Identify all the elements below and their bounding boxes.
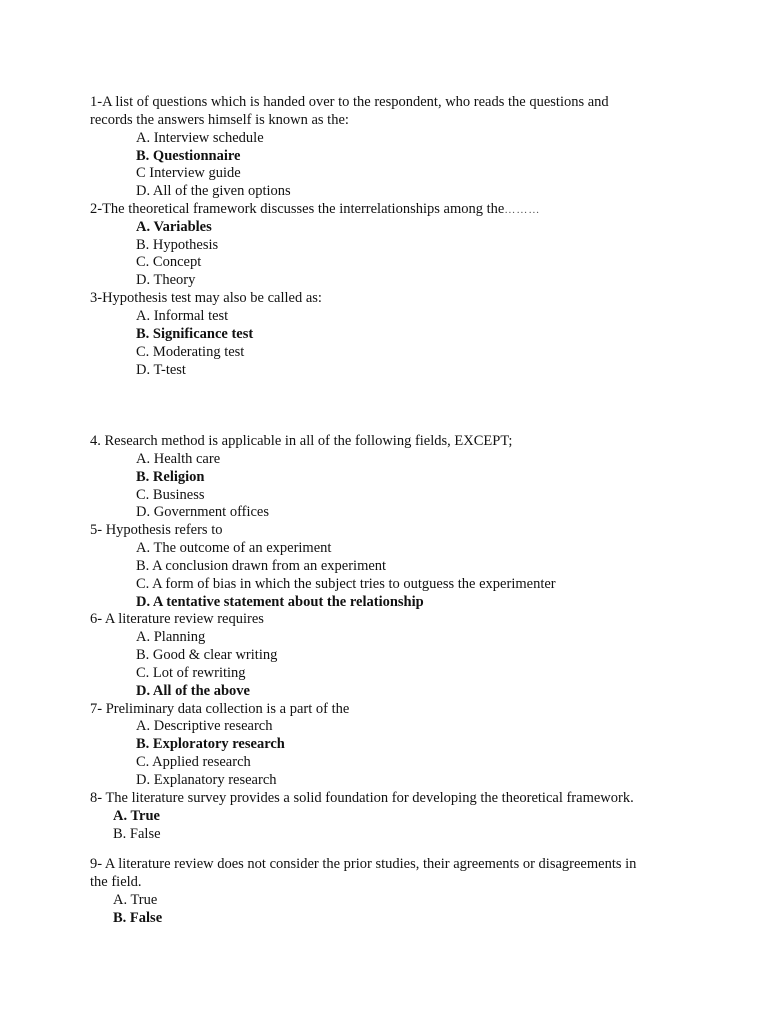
q2-option-a-answer: A. Variables xyxy=(136,219,212,235)
q8-option-b: B. False xyxy=(113,826,161,842)
q7-option-c: C. Applied research xyxy=(136,754,251,770)
q5-option-c: C. A form of bias in which the subject tries to outguess the experimenter xyxy=(136,576,556,592)
question-8-text: 8- The literature survey provides a solid foundation for developing the theoretical framework. xyxy=(90,790,634,806)
question-2-stem: 2-The theoretical framework discusses the interrelationships among the xyxy=(90,201,505,217)
q6-option-b: B. Good & clear writing xyxy=(136,647,278,663)
question-9-text-line-1: 9- A literature review does not consider the prior studies, their agreements or disagreements in xyxy=(90,856,637,872)
q1-option-d: D. All of the given options xyxy=(136,183,291,199)
q7-option-d: D. Explanatory research xyxy=(136,772,277,788)
q4-option-d: D. Government offices xyxy=(136,504,270,520)
q4-option-b-answer: B. Religion xyxy=(136,469,205,485)
question-4-text: 4. Research method is applicable in all of the following fields, EXCEPT; xyxy=(90,433,513,449)
q7-option-b-answer: B. Exploratory research xyxy=(136,736,285,752)
question-9-text-line-2: the field. xyxy=(90,874,142,890)
question-1-text-line-1: 1-A list of questions which is handed over to the respondent, who reads the questions and xyxy=(90,94,609,110)
q2-option-b: B. Hypothesis xyxy=(136,237,219,253)
q1-option-c: C Interview guide xyxy=(136,165,241,181)
q5-option-a: A. The outcome of an experiment xyxy=(136,540,332,556)
q1-option-a: A. Interview schedule xyxy=(136,130,264,146)
question-6-text: 6- A literature review requires xyxy=(90,611,264,627)
q3-option-a: A. Informal test xyxy=(136,308,229,324)
q3-option-d: D. T-test xyxy=(136,362,186,378)
q6-option-c: C. Lot of rewriting xyxy=(136,665,246,681)
q9-option-a: A. True xyxy=(113,892,158,908)
q7-option-a: A. Descriptive research xyxy=(136,718,273,734)
question-1-text-line-2: records the answers himself is known as the: xyxy=(90,112,349,128)
question-2-blank-dots: ……… xyxy=(504,204,541,216)
q2-option-c: C. Concept xyxy=(136,254,202,270)
q6-option-a: A. Planning xyxy=(136,629,206,645)
q5-option-d-answer: D. A tentative statement about the relationship xyxy=(136,594,424,610)
q9-option-b-answer: B. False xyxy=(113,910,163,926)
q8-option-a-answer: A. True xyxy=(113,808,160,824)
q1-option-b-answer: B. Questionnaire xyxy=(136,148,241,164)
question-3-text: 3-Hypothesis test may also be called as: xyxy=(90,290,322,306)
q4-option-c: C. Business xyxy=(136,487,205,503)
question-7-text: 7- Preliminary data collection is a part of the xyxy=(90,701,350,717)
q3-option-b-answer: B. Significance test xyxy=(136,326,254,342)
q5-option-b: B. A conclusion drawn from an experiment xyxy=(136,558,387,574)
q4-option-a: A. Health care xyxy=(136,451,221,467)
q3-option-c: C. Moderating test xyxy=(136,344,245,360)
question-2-text xyxy=(90,200,540,219)
q6-option-d-answer: D. All of the above xyxy=(136,683,250,699)
question-5-text: 5- Hypothesis refers to xyxy=(90,522,223,538)
q2-option-d: D. Theory xyxy=(136,272,196,288)
